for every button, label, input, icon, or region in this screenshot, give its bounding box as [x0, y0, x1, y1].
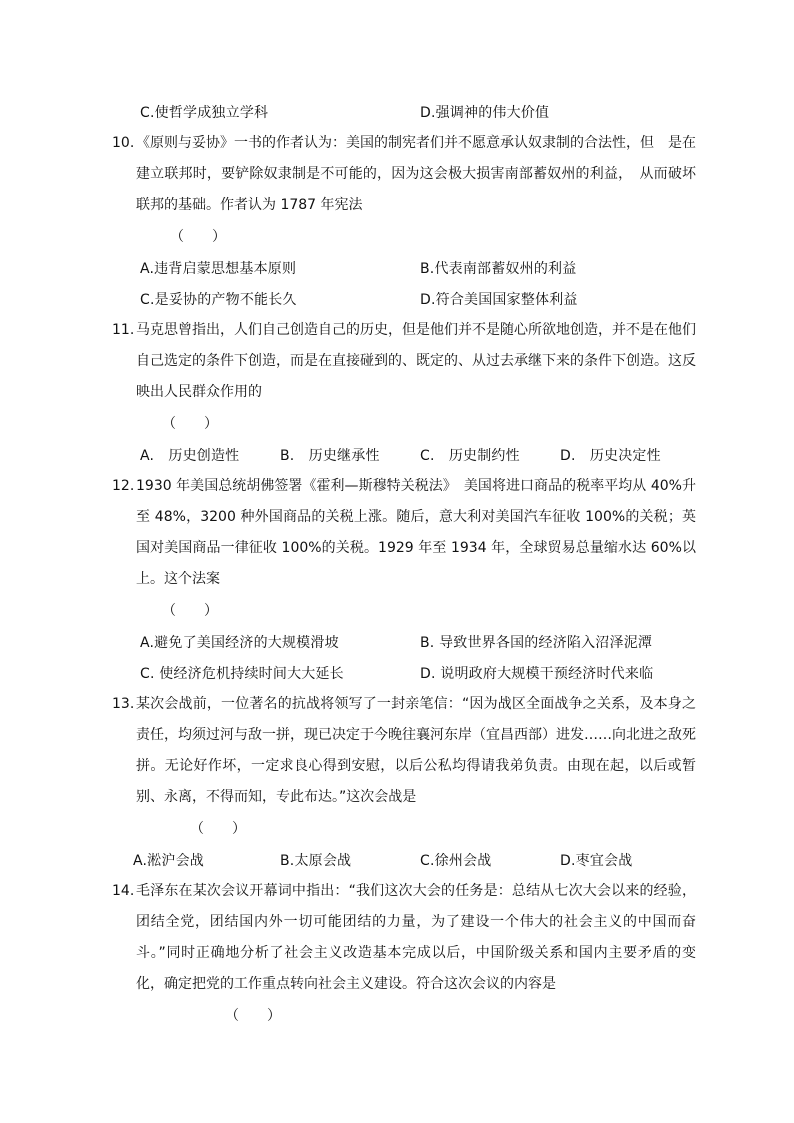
q10-option-d: D.符合美国国家整体利益 [420, 292, 578, 308]
q13-stem: 某次会战前，一位著名的抗战将领写了一封亲笔信：“因为战区全面战争之关系，及本身之责任，均须过河与敌一拼，现已决定于今晚往襄河东岸（宜昌西部）进发……向北进之敌死拼。无论好作坏，一定求良心得到安慰，以后公私均得请我弟负责。由现在起，以后或暂别、永离，不得而知，专此布达。”这次会战是 [136, 696, 696, 805]
q9-option-d: D.强调神的伟大价值 [420, 105, 550, 121]
q13-number: 13. [112, 696, 135, 712]
q14-answer-paren: （ ） [225, 1008, 281, 1024]
q12-option-c: C. 使经济危机持续时间大大延长 [140, 666, 344, 682]
q12-answer-paren: （ ） [162, 603, 218, 619]
q10-option-a: A.违背启蒙思想基本原则 [140, 261, 297, 277]
q13-option-b: B.太原会战 [280, 853, 352, 869]
q12-option-b: B. 导致世界各国的经济陷入沼泽泥潭 [420, 635, 653, 651]
q10-stem: 《原则与妥协》一书的作者认为：美国的制宪者们并不愿意承认奴隶制的合法性，但 是在建立联邦时，要铲除奴隶制是不可能的，因为这会极大损害南部蓄奴州的利益， 从而破坏联邦的基础。作者认为 1787 年宪法 [136, 135, 696, 213]
q11-option-d: D. 历史决定性 [560, 448, 661, 464]
q11-option-a: A. 历史创造性 [140, 448, 240, 464]
q13-option-d: D.枣宜会战 [560, 853, 633, 869]
q14-stem: 毛泽东在某次会议开幕词中指出：“我们这次大会的任务是：总结从七次大会以来的经验，团结全党，团结国内外一切可能团结的力量，为了建设一个伟大的社会主义的中国而奋斗。”同时正确地分析了社会主义改造基本完成以后，中国阶级关系和国内主要矛盾的变化，确定把党的工作重点转向社会主义建设。符合这次会议的内容是 [136, 883, 696, 992]
q11-option-c: C. 历史制约性 [420, 448, 520, 464]
q11-answer-paren: （ ） [162, 416, 218, 432]
q9-option-c: C.使哲学成独立学科 [140, 105, 269, 121]
q13-answer-paren: （ ） [190, 821, 246, 837]
q10-option-c: C.是妥协的产物不能长久 [140, 292, 297, 308]
q12-stem: 1930 年美国总统胡佛签署《霍利—斯穆特关税法》 美国将进口商品的税率平均从 40%升至 48%，3200 种外国商品的关税上涨。随后，意大利对美国汽车征收 100%的关税；英国对美国商品一律征收 100%的关税。1929 年至 1934 年，全球贸易总量缩水达 60%以上。这个法案 [136, 478, 696, 587]
q10-answer-paren: （ ） [170, 229, 226, 245]
q10-number: 10. [112, 135, 135, 151]
q12-option-d: D. 说明政府大规模干预经济时代来临 [420, 666, 654, 682]
q11-option-b: B. 历史继承性 [280, 448, 380, 464]
q13-option-a: A.淞沪会战 [133, 853, 204, 869]
q11-stem: 马克思曾指出，人们自己创造自己的历史，但是他们并不是随心所欲地创造，并不是在他们自己选定的条件下创造，而是在直接碰到的、既定的、从过去承继下来的条件下创造。这反映出人民群众作用的 [136, 322, 696, 400]
q10-option-b: B.代表南部蓄奴州的利益 [420, 261, 577, 277]
q12-option-a: A.避免了美国经济的大规模滑坡 [140, 635, 339, 651]
q11-number: 11. [112, 322, 135, 338]
q14-number: 14. [112, 883, 135, 899]
q13-option-c: C.徐州会战 [420, 853, 492, 869]
q12-number: 12. [112, 478, 135, 494]
